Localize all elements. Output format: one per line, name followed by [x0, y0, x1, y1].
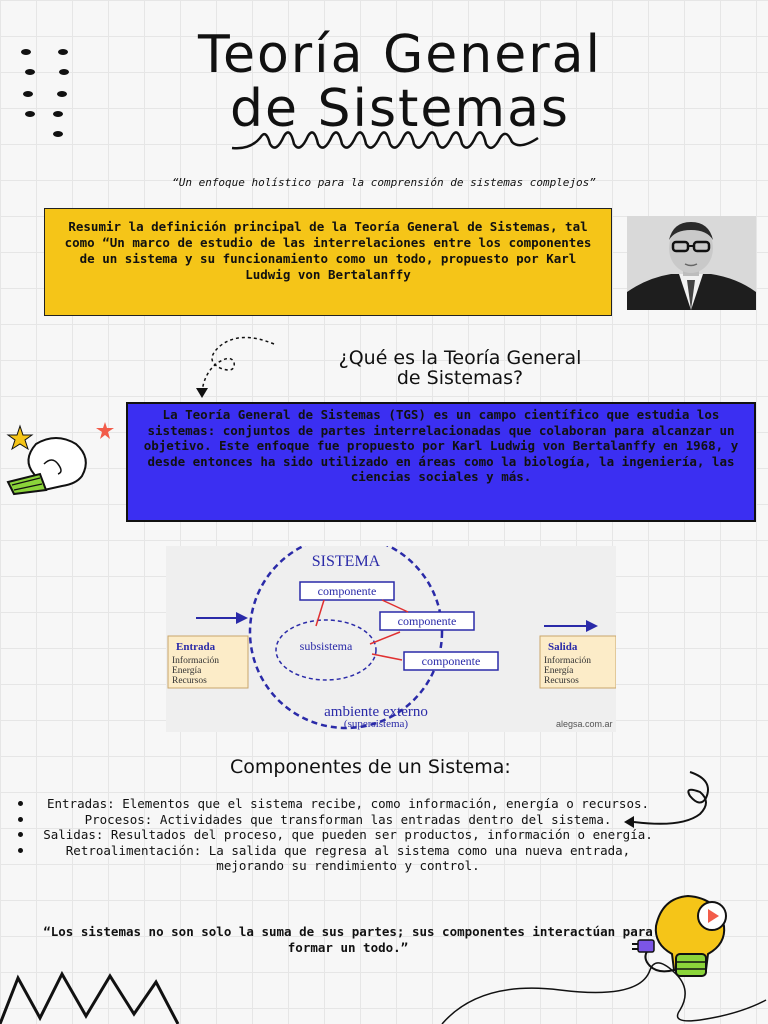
diagram-salida-title: Salida [548, 641, 578, 653]
squiggle-decoration [230, 124, 540, 158]
diagram-salida-item: Información [544, 656, 591, 666]
closing-quote: “Los sistemas no son solo la suma de sus partes; sus componentes interactúan para formar un todo.” [43, 924, 653, 955]
diagram-entrada-title: Entrada [176, 641, 216, 653]
question-line-2: de Sistemas? [396, 367, 524, 389]
diagram-supersistema: (supersistema) [343, 718, 409, 730]
diagram-entrada-item: Recursos [172, 676, 207, 686]
title-line-2: de Sistemas [229, 79, 571, 139]
lightbulb-icon [0, 430, 100, 500]
swirl-decoration [440, 960, 768, 1024]
diagram-componente-3: componente [421, 654, 481, 668]
portrait-image [627, 216, 756, 310]
diagram-entrada-item: Energía [172, 666, 202, 676]
list-item: Salidas: Resultados del proceso, que pueden ser productos, información o energía. [18, 827, 658, 843]
diagram-credit: alegsa.com.ar [556, 719, 613, 729]
diagram-subsistema: subsistema [299, 639, 353, 653]
system-diagram [166, 546, 616, 732]
diagram-salida-item: Recursos [544, 676, 579, 686]
list-item: Entradas: Elementos que el sistema recibe, como información, energía o recursos. [18, 796, 658, 812]
diagram-salida-item: Energía [544, 666, 574, 676]
diagram-componente-1: componente [317, 584, 377, 598]
list-item: Procesos: Actividades que transforman las entradas dentro del sistema. [18, 812, 658, 828]
list-item: Retroalimentación: La salida que regresa al sistema como una nueva entrada, mejorando su rendimiento y control. [18, 843, 658, 874]
components-list [18, 796, 658, 874]
question-line-1: ¿Qué es la Teoría General [338, 347, 582, 369]
question-heading [250, 348, 670, 388]
components-heading: Componentes de un Sistema: [230, 756, 511, 778]
zigzag-decoration [0, 968, 200, 1024]
definition-box: Resumir la definición principal de la Teoría General de Sistemas, tal como “Un marco de estudio de las interrelaciones entre los componentes de un sistema y su funcionamiento como un todo, propuesto por Karl Ludwig von Bertalanffy [44, 208, 612, 316]
definition-answer-box: La Teoría General de Sistemas (TGS) es un campo científico que estudia los sistemas: conjuntos de partes interrelacionadas que colaboran para alcanzar un objetivo. Este enfoque fue propuesto por Karl Ludwig von Bertalanffy en 1968, y desde entonces ha sido utilizado en áreas como la biología, la ingeniería, las ciencias sociales y más. [126, 402, 756, 522]
subtitle: “Un enfoque holístico para la comprensión de sistemas complejos” [172, 176, 596, 189]
title-line-1: Teoría General [198, 25, 602, 85]
diagram-entrada-item: Información [172, 656, 219, 666]
page-title [60, 25, 740, 139]
diagram-title: SISTEMA [311, 553, 381, 570]
diagram-ambiente: ambiente externo [324, 704, 428, 720]
diagram-componente-2: componente [397, 614, 457, 628]
